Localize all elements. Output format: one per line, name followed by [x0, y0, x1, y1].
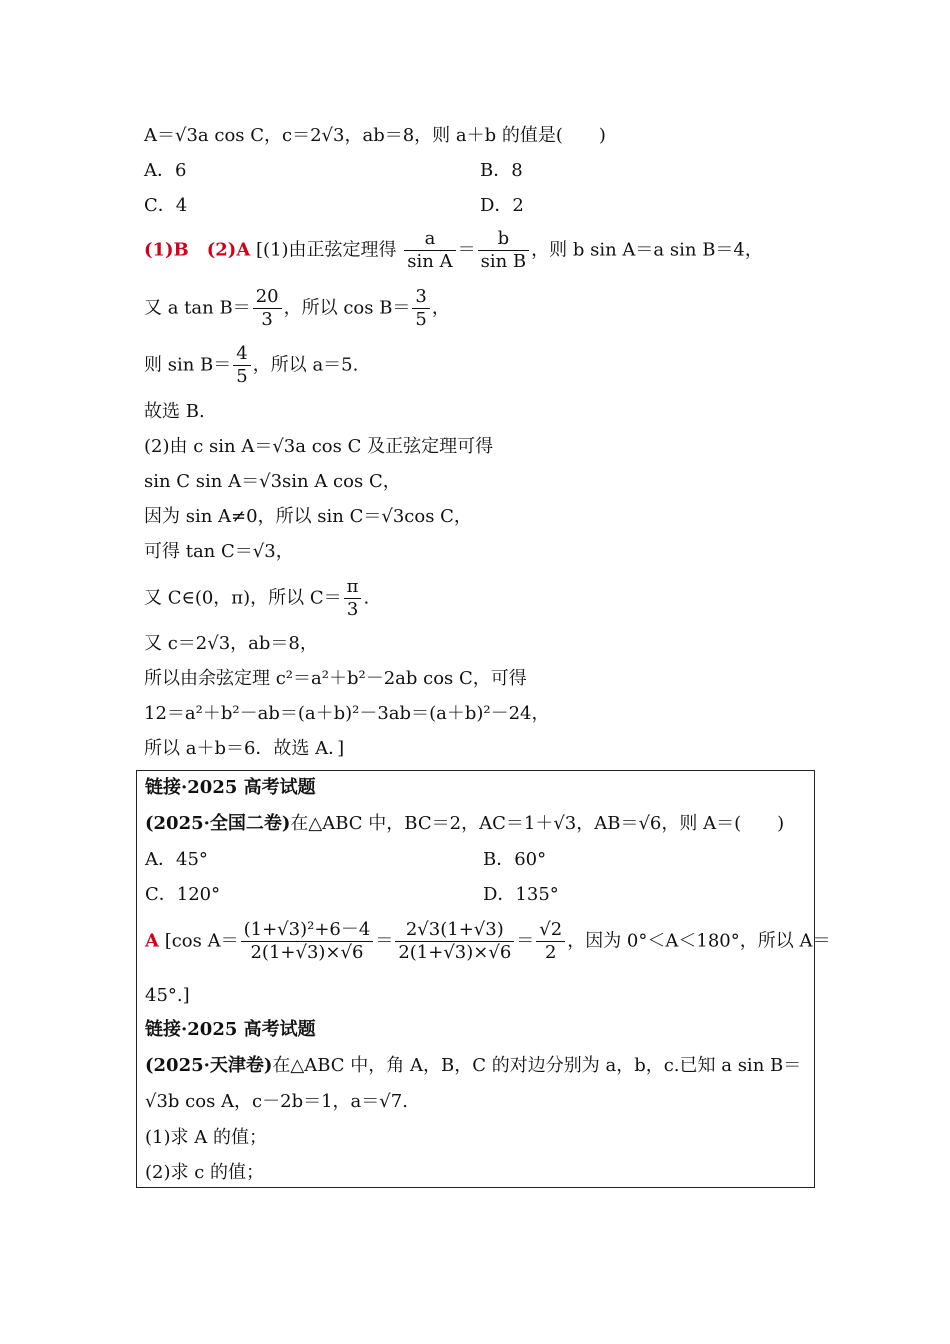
solution-line-11: 所以由余弦定理 c²＝a²＋b²－2ab cos C，可得 — [144, 668, 527, 689]
fraction — [536, 919, 565, 964]
denominator: 5 — [415, 309, 427, 330]
answer-label: A — [145, 930, 159, 952]
numerator: 3 — [412, 286, 429, 309]
question-text: 在△ABC 中，角 A，B，C 的对边分别为 a，b，c.已知 a sin B＝ — [272, 1055, 802, 1076]
denominator: 2(1+√3)×√6 — [398, 942, 512, 963]
text: [(1)由正弦定理得 — [256, 239, 397, 261]
solution-line-8: 可得 tan C＝√3， — [144, 541, 294, 562]
numerator: 2√3(1+√3) — [395, 919, 514, 942]
numerator: √2 — [536, 919, 565, 942]
question-1 — [145, 812, 784, 836]
text: 则 sin B＝ — [144, 354, 232, 376]
solution-line-10: 又 c＝2√3，ab＝8， — [144, 633, 318, 654]
link-heading-2: 链接·2025 高考试题 — [145, 1019, 316, 1040]
fraction — [253, 286, 282, 331]
question-source: (2025·全国二卷) — [145, 813, 291, 834]
solution-line-3 — [144, 343, 358, 388]
text: ＝ — [457, 239, 476, 261]
text: . — [363, 587, 370, 609]
numerator: b — [478, 228, 530, 251]
fraction — [412, 286, 429, 331]
text: ，则 b sin A＝a sin B＝4， — [531, 239, 763, 261]
option-d: D．2 — [480, 195, 524, 216]
solution-line-1 — [144, 228, 763, 273]
question-2-sub-1: (1)求 A 的值； — [145, 1127, 267, 1148]
text: ，因为 0°＜A＜180°，所以 A＝ — [567, 930, 831, 952]
option-d: D．135° — [483, 884, 559, 905]
denominator: 5 — [236, 366, 248, 387]
denominator: 3 — [346, 599, 359, 620]
text: ，所以 a＝5. — [252, 354, 359, 376]
solution-line-4: 故选 B. — [144, 401, 205, 422]
denominator: sin B — [480, 251, 527, 272]
answer-line: A [cos A＝ $\frac{\text{(1+√3)²+6－4}}{2(1+√3)\times√6}$ ＝ $\frac{2√3(1+√3)}{2(1+√3)\times√6}$ ＝ $\frac{√2}{2}$ ，因为 0°＜A＜180°，所以 A＝ — [145, 919, 831, 963]
text: 又 C∈(0，π)，所以 C＝ — [144, 587, 342, 609]
denominator: 3 — [261, 309, 273, 330]
link-box — [136, 770, 831, 1188]
numerator: π — [344, 576, 362, 599]
numerator: (1+√3)²+6－4 — [241, 919, 374, 942]
option-c: C．4 — [144, 195, 188, 216]
solution-line-6: sin C sin A＝√3sin A cos C， — [144, 471, 401, 492]
text: 又 a tan B＝ — [144, 297, 251, 319]
question-source: (2025·天津卷) — [145, 1055, 273, 1076]
question-2-sub-2: (2)求 c 的值； — [145, 1162, 265, 1183]
text: [cos A＝ — [164, 930, 239, 952]
solution-line-7: 因为 sin A≠0，所以 sin C＝√3cos C， — [144, 506, 472, 527]
numerator: 20 — [253, 286, 282, 309]
solution-line-2 — [144, 286, 450, 331]
answer-line-2: 45°.] — [145, 985, 190, 1006]
numerator: 4 — [233, 343, 250, 366]
solution-line-5: (2)由 c sin A＝√3a cos C 及正弦定理可得 — [144, 436, 494, 457]
question-2-line-2: √3b cos A，c－2b＝1，a＝√7. — [145, 1091, 408, 1112]
denominator: 2 — [545, 942, 557, 963]
solution-line-12: 12＝a²＋b²－ab＝(a＋b)²－3ab＝(a＋b)²－24， — [144, 703, 550, 724]
question-2 — [145, 1054, 801, 1078]
answer-label: (1)B (2)A — [144, 239, 251, 261]
option-a: A．45° — [145, 849, 208, 870]
denominator: 2(1+√3)×√6 — [250, 942, 364, 963]
fraction — [233, 343, 250, 388]
link-heading-1: 链接·2025 高考试题 — [145, 777, 316, 798]
fraction — [404, 228, 455, 273]
solution-line-9 — [144, 576, 369, 621]
problem-tail: A＝√3a cos C，c＝2√3，ab＝8，则 a＋b 的值是( ) — [144, 125, 606, 146]
numerator: a — [404, 228, 455, 251]
text: ，所以 cos B＝ — [283, 297, 411, 319]
text: ， — [431, 297, 450, 319]
question-text: 在△ABC 中，BC＝2，AC＝1＋√3，AB＝√6，则 A＝( ) — [290, 813, 785, 834]
solution-line-13: 所以 a＋b＝6．故选 A．] — [144, 738, 345, 759]
fraction — [395, 919, 514, 964]
option-c: C．120° — [145, 884, 221, 905]
fraction — [478, 228, 530, 273]
option-b: B．60° — [483, 849, 547, 870]
fraction — [241, 919, 374, 964]
denominator: sin A — [407, 251, 453, 272]
fraction — [344, 576, 362, 621]
option-b: B．8 — [480, 160, 523, 181]
option-a: A．6 — [144, 160, 187, 181]
